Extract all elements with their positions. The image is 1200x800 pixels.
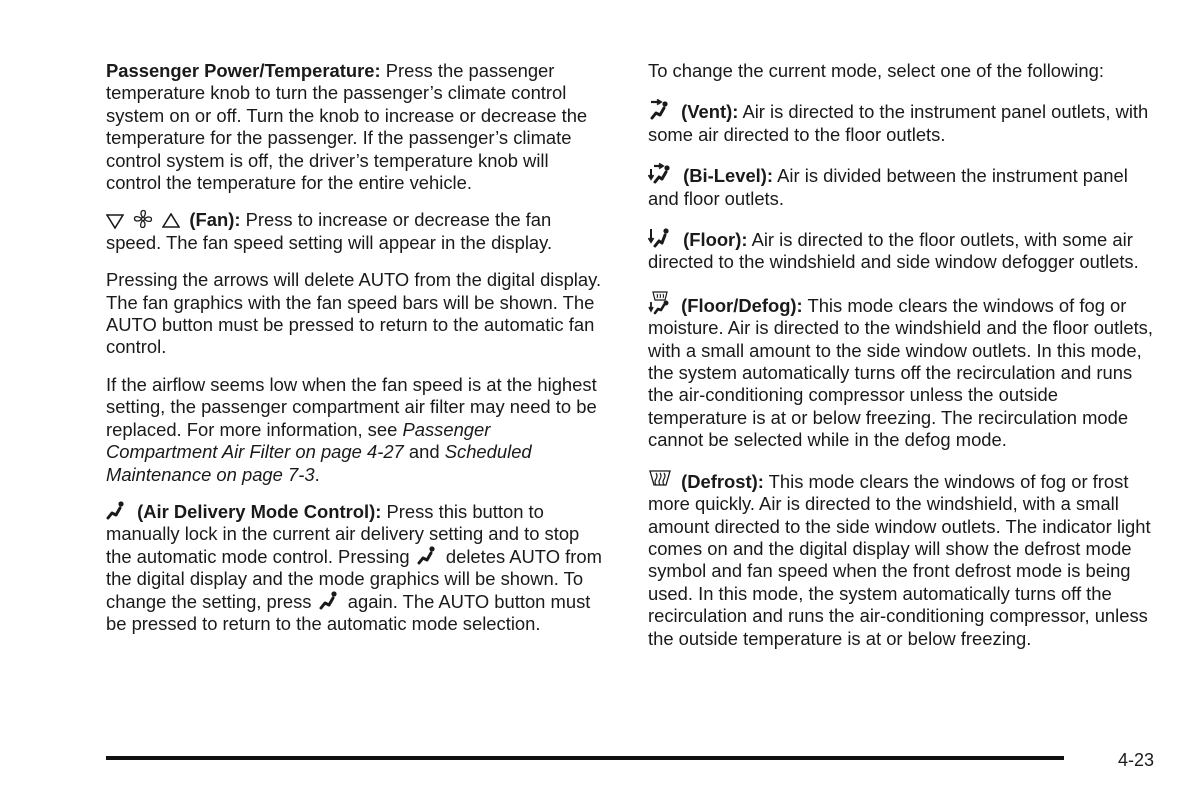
bi-level-mode-icon [648,163,674,185]
vent-text: Air is directed to the instrument panel outlets, with some air directed to the floor outlets. [648,101,1149,145]
vent-paragraph [648,99,1158,146]
fan-label: (Fan): [189,209,241,231]
floor-defog-paragraph [648,291,1158,452]
footer-rule [106,756,1064,760]
right-column [648,60,1158,667]
floor-label: (Floor): [683,229,748,251]
vent-label: (Vent): [681,101,739,123]
passenger-temperature-label: Passenger Power/Temperature: [106,60,381,81]
air-delivery-label: (Air Delivery Mode Control): [137,500,382,522]
fan-icon [133,209,153,229]
air-delivery-mode-icon [106,501,128,521]
passenger-temperature-paragraph [106,60,606,194]
fan-text: Press to increase or decrease the fan speed. The fan speed setting will appear in the display. [106,209,553,253]
bi-level-text: Air is divided between the instrument panel and floor outlets. [648,165,1128,209]
defrost-label: (Defrost): [681,470,764,492]
floor-defog-label: (Floor/Defog): [681,294,803,316]
airflow-period: . [314,463,320,485]
floor-text: Air is directed to the floor outlets, with some air directed to the windshield and side window defogger outlets. [648,229,1139,273]
airflow-paragraph [106,374,606,486]
mode-intro: To change the current mode, select one of the following: [648,60,1104,81]
bi-level-label: (Bi-Level): [683,165,774,187]
bi-level-paragraph [648,163,1158,210]
scheduled-maintenance-reference-link[interactable]: Scheduled Maintenance on page 7-3 [106,441,532,485]
air-delivery-mode-icon [417,546,439,566]
air-delivery-text-b: deletes AUTO from the digital display and the mode graphics will be shown. To change the setting, press [106,545,602,612]
air-filter-reference-link[interactable]: Passenger Compartment Air Filter on page 4-27 [106,418,491,463]
air-delivery-mode-icon [319,591,341,611]
fan-paragraph [106,209,606,254]
defrost-text: This mode clears the windows of fog or frost more quickly. Air is directed to the windshield, with a small amount directed to the side window outlets. The indicator light comes on and the digital display will show the defrost mode symbol and fan speed when the front defrost mode is being used. In this mode, the system automatically turns off the recirculation and runs the air-conditioning compressor, unless the outside temperature is at or below freezing. [648,470,1151,649]
page-number: 4-23 [1118,750,1155,770]
floor-mode-icon [648,227,674,249]
vent-mode-icon [648,99,672,121]
defrost-icon [648,469,672,491]
floor-defog-mode-icon [648,291,672,315]
air-delivery-paragraph [106,501,606,635]
fan-up-arrow-icon [162,213,180,229]
air-delivery-text-a: Press this button to manually lock in the current air delivery setting and to stop the automatic mode control. Pressing [106,500,580,567]
pressing-arrows-paragraph: Pressing the arrows will delete AUTO from the digital display. The fan graphics with the fan speed bars will be shown. The AUTO button must be pressed to return to the automatic fan control. [106,269,602,358]
airflow-and-text: and [408,441,440,463]
left-column [106,60,606,650]
passenger-temperature-text: Press the passenger temperature knob to turn the passenger’s climate control system on or off. Turn the knob to increase or decrease the temperature for the passenger. If the passenger’s climate control system is off, the driver’s temperature knob will control the temperature for the entire vehicle. [106,60,588,194]
defrost-paragraph [648,469,1158,650]
floor-paragraph [648,227,1158,274]
air-delivery-text-c: again. The AUTO button must be pressed to return to the automatic mode selection. [106,590,591,634]
floor-defog-text: This mode clears the windows of fog or moisture. Air is directed to the windshield and the floor outlets, with a small amount to the side window outlets. In this mode, the system automatically turns off the recirculation and runs the air-conditioning compressor unless the outside temperature is at or below freezing. The recirculation mode cannot be selected while in the defog mode. [648,294,1153,451]
fan-down-arrow-icon [106,213,124,229]
airflow-text: If the airflow seems low when the fan speed is at the highest setting, the passenger compartment air filter may need to be replaced. For more information, see [106,373,597,440]
